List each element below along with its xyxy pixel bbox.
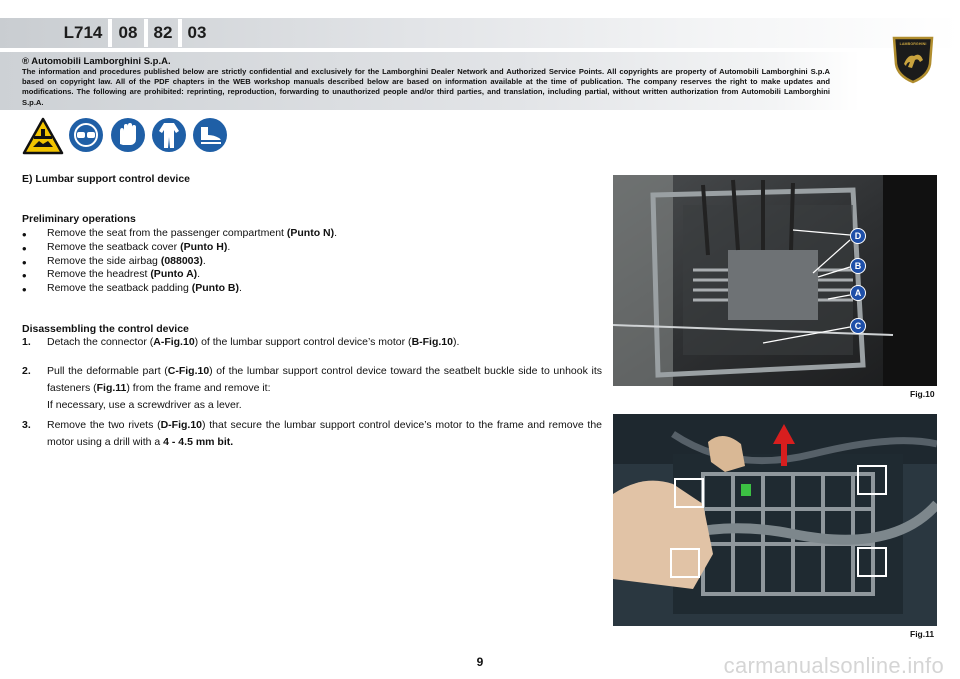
disassembly-heading: Disassembling the control device — [22, 323, 189, 335]
procedure-step — [22, 363, 602, 414]
preliminary-heading: Preliminary operations — [22, 213, 136, 225]
list-item: • Remove the headrest (Punto A). — [22, 268, 201, 283]
overalls-icon — [151, 117, 187, 158]
step-number: 1. — [22, 336, 31, 348]
bullet-dot: • — [22, 255, 27, 270]
procedure-step — [22, 334, 602, 351]
bullet-dot: • — [22, 268, 27, 283]
step-text-run: ) of the lumbar support control device’s motor ( — [194, 336, 412, 348]
step-text-run: Detach the connector ( — [47, 336, 154, 348]
page-number: 9 — [476, 655, 484, 669]
step-text-run: Remove the two rivets ( — [47, 419, 161, 431]
logo-wordmark: LAMBORGHINI — [899, 42, 927, 46]
step-text-run: If necessary, use a screwdriver as a lever. — [47, 399, 242, 411]
legal-title: ® Automobili Lamborghini S.p.A. — [22, 56, 171, 67]
step-text — [47, 334, 602, 351]
callout-label: C — [850, 318, 866, 334]
doc-code-section: 03 — [187, 23, 207, 42]
cross-reference: C-Fig.10 — [167, 365, 210, 377]
cross-reference: (088003) — [160, 255, 203, 267]
cross-reference: (Punto N) — [286, 227, 335, 239]
lamborghini-logo — [890, 34, 936, 84]
warning-crush-icon — [22, 117, 64, 160]
step-text — [47, 417, 602, 451]
gloves-icon — [110, 117, 146, 158]
safety-shoes-icon — [192, 117, 228, 158]
doc-code-subgroup: 82 — [153, 23, 173, 42]
bullet-dot: • — [22, 227, 27, 242]
step-number: 3. — [22, 419, 31, 431]
cross-reference: (Punto A) — [150, 268, 198, 280]
legal-body: The information and procedures published below are strictly confidential and exclusively for the Lamborghini Dealer Network and Authorized Service Points. All copyrights are property of Automobili Lamborghini S.p.A based on copyright law. All of the PDF chapters in the WEB workshop manuals described below are based on information available at the time of publication. The company reserves the right to make updates and modifications. The following are prohibited: reprinting, reproduction, forwarding to unauthorized people and/or third parties, and translation, including partial, without written authorization from Automobili Lamborghini S.p.A. — [22, 67, 830, 107]
figure-10-photo — [613, 175, 937, 386]
step-text-run: ). — [452, 336, 460, 348]
goggles-icon — [68, 117, 104, 158]
list-item: • Remove the seatback cover (Punto H). — [22, 241, 231, 256]
figure-11-caption: Fig.11 — [910, 629, 935, 639]
cross-reference: (Punto H) — [180, 241, 228, 253]
cross-reference: Fig.11 — [96, 382, 127, 394]
bullet-dot: • — [22, 241, 27, 256]
bullet-dot: • — [22, 282, 27, 297]
callout-label: A — [850, 285, 866, 301]
cross-reference: D-Fig.10 — [160, 419, 202, 431]
procedure-step — [22, 417, 602, 451]
list-item: • Remove the seat from the passenger compartment (Punto N). — [22, 227, 338, 242]
list-item: • Remove the seatback padding (Punto B). — [22, 282, 242, 297]
list-item: • Remove the side airbag (088003). — [22, 255, 206, 270]
cross-reference: B-Fig.10 — [411, 336, 453, 348]
cross-reference: A-Fig.10 — [153, 336, 195, 348]
cross-reference: 4 - 4.5 mm bit. — [163, 436, 234, 448]
step-text-run: ) that secure the lumbar support control device’s motor to the frame and remove the motor using a drill with a — [47, 419, 602, 448]
step-text-run: ) from the frame and remove it: — [126, 382, 271, 394]
step-text — [47, 363, 602, 414]
figure-11-photo — [613, 414, 937, 626]
step-number: 2. — [22, 365, 31, 377]
doc-code-group: 08 — [118, 23, 138, 42]
step-text-run: Pull the deformable part ( — [47, 365, 168, 377]
figure-10-caption: Fig.10 — [910, 389, 935, 399]
step-text-run: ) of the lumbar support control device toward the seatbelt buckle side to unhook its fasteners ( — [47, 365, 602, 394]
cross-reference: (Punto B) — [191, 282, 240, 294]
doc-code-model: L714 — [63, 23, 103, 42]
section-title: E) Lumbar support control device — [22, 173, 191, 185]
watermark: carmanualsonline.info — [723, 653, 944, 678]
callout-label: D — [850, 228, 866, 244]
callout-label: B — [850, 258, 866, 274]
